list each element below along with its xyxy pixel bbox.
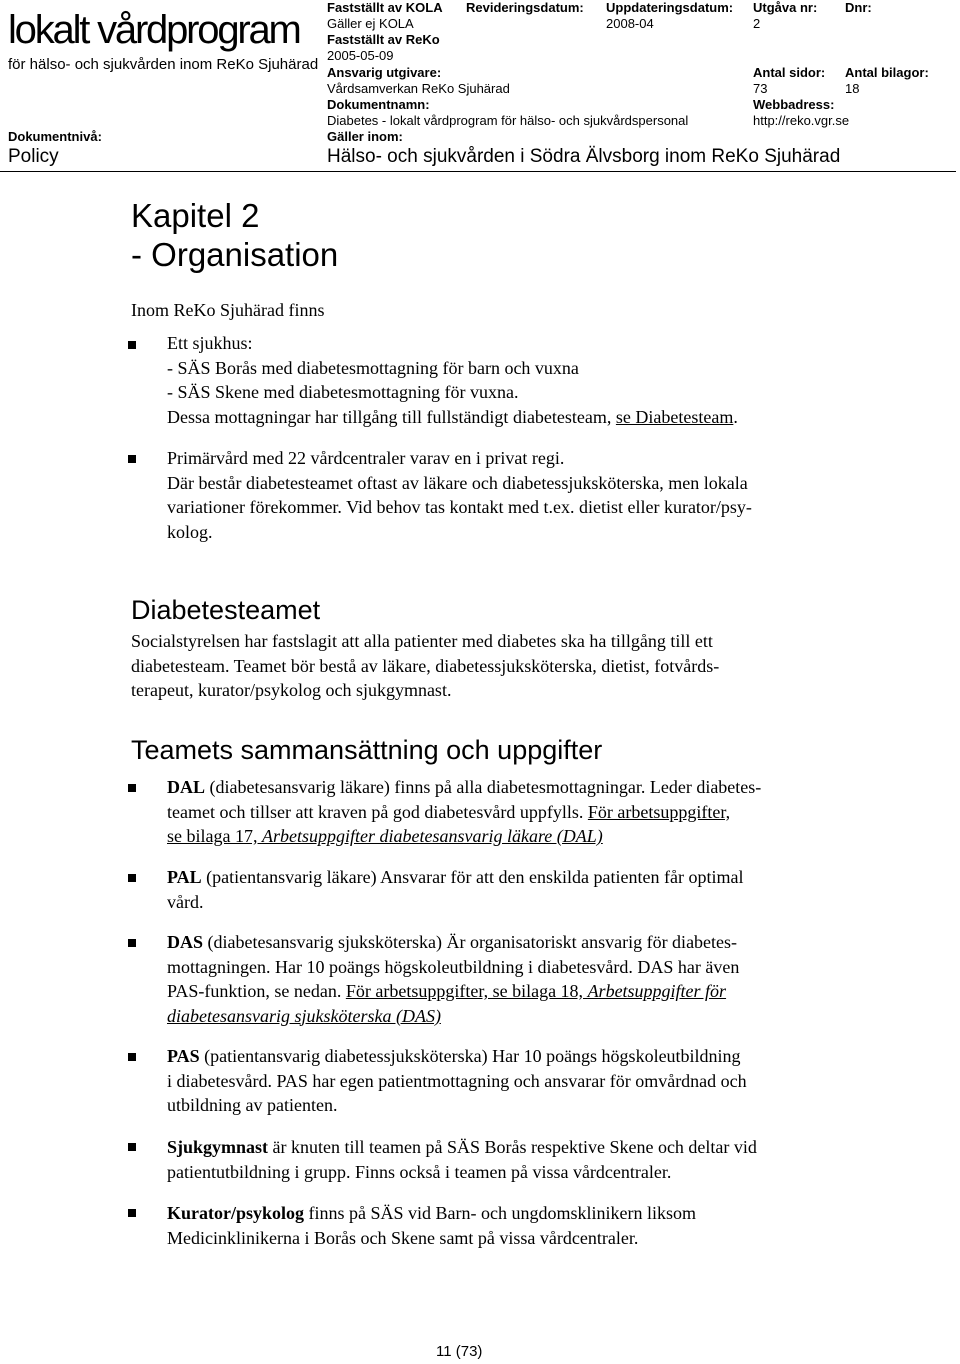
text-line: DAS (diabetesansvarig sjuksköterska) Är organisatoriskt ansvarig för diabetes- [167,932,738,952]
bullet-marker [128,874,136,882]
pages-label: Antal sidor: [753,65,826,80]
text-line: PAL (patientansvarig läkare) Ansvarar för att den enskilda patienten får optimal [167,867,744,887]
text-line: Ett sjukhus: [167,333,253,353]
text-line: Dessa mottagningar har tillgång till fullständigt diabetesteam, se Diabetesteam. [167,406,738,427]
list-item-hospital [167,331,867,429]
attachments-label: Antal bilagor: [845,65,929,80]
text-line: PAS-funktion, se nedan. För arbetsuppgifter, se bilaga 18, Arbetsuppgifter för [167,981,727,1001]
doclevel-label: Dokumentnivå: [8,129,102,144]
established-kola-label: Fastställt av KOLA [327,0,443,15]
web-address-link[interactable]: http://reko.vgr.se [753,113,850,128]
text-line: vård. [167,891,204,912]
list-item-dal [167,775,867,849]
bullet-marker [128,341,136,349]
text-line: Kurator/psykolog finns på SÄS vid Barn- och ungdomsklinikern liksom [167,1203,696,1223]
attachments-value: 18 [845,81,860,96]
team-paragraph [131,629,851,703]
list-item-physio [167,1135,867,1184]
header-divider [0,171,956,172]
text-line: Primärvård med 22 vårdcentraler varav en i privat regi. [167,448,565,468]
docname-label: Dokumentnamn: [327,97,430,112]
text-line: Där består diabetesteamet oftast av läkare och diabetessjuksköterska, men lokala [167,472,748,493]
bullet-marker [128,784,136,792]
established-reko-value: 2005-05-09 [327,48,394,63]
text-line: teamet och tillser att kraven på god diabetesvård uppfylls. För arbetsuppgifter, [167,801,731,822]
text-line: kolog. [167,521,213,542]
bullet-marker [128,455,136,463]
text-line [167,824,867,849]
list-item-counselor [167,1201,867,1250]
logo-title: lokalt vårdprogram [8,8,300,52]
publisher-value: Vårdsamverkan ReKo Sjuhärad [327,81,510,96]
docname-value: Diabetes - lokalt vårdprogram för hälso- och sjukvårdspersonal [327,113,689,128]
list-item-pas [167,1044,867,1118]
text-line [167,1004,867,1029]
chapter-title-line1: Kapitel 2 [131,197,260,234]
scope-label: Gäller inom: [327,129,403,144]
chapter-title-line2: - Organisation [131,236,339,273]
bullet-marker [128,939,136,947]
web-label: Webbadress: [753,97,835,112]
text-line: Medicinklinikerna i Borås och Skene samt på vissa vårdcentraler. [167,1227,639,1248]
chapter-intro: Inom ReKo Sjuhärad finns [131,300,325,320]
das-attachment-link-cont[interactable]: diabetesansvarig sjuksköterska (DAS) [167,1005,441,1026]
pages-value: 73 [753,81,768,96]
list-item-primary-care [167,446,867,544]
text-line: utbildning av patienten. [167,1095,338,1115]
text-line: - SÄS Skene med diabetesmottagning för vuxna. [167,382,519,402]
scope-value: Hälso- och sjukvården i Södra Älvsborg inom ReKo Sjuhärad [327,146,841,167]
text-line: patientutbildning i grupp. Finns också i teamen på vissa vårdcentraler. [167,1161,672,1182]
dal-tasks-link[interactable]: För arbetsuppgifter, [587,801,731,822]
text-line: mottagningen. Har 10 poängs högskoleutbildning i diabetesvård. DAS har även [167,956,740,977]
text-line: diabetesteam. Teamet bör bestå av läkare, diabetessjuksköterska, dietist, fotvårds- [131,655,720,676]
list-item-das [167,930,867,1028]
text-line: - SÄS Borås med diabetesmottagning för barn och vuxna [167,357,579,378]
text-line: variationer förekommer. Vid behov tas kontakt med t.ex. dietist eller kurator/psy- [167,497,752,517]
diabetesteam-link[interactable]: se Diabetesteam [615,406,734,427]
publisher-label: Ansvarig utgivare: [327,65,442,80]
edition-value: 2 [753,16,761,31]
bullet-marker [128,1143,136,1151]
das-attachment-link[interactable]: För arbetsuppgifter, se bilaga 18, Arbetsuppgifter för [345,981,727,1001]
bullet-marker [128,1209,136,1217]
page-number: 11 (73) [436,1343,483,1360]
section-heading-team: Diabetesteamet [131,595,321,625]
text-line: PAS (patientansvarig diabetessjuksköterska) Har 10 poängs högskoleutbildning [167,1046,741,1066]
section-heading-composition: Teamets sammansättning och uppgifter [131,735,603,765]
text-line: Socialstyrelsen har fastslagit att alla patienter med diabetes ska ha tillgång till ett [131,631,713,651]
doclevel-value: Policy [8,146,59,167]
bullet-marker [128,1053,136,1061]
established-reko-label: Fastställt av ReKo [327,32,440,47]
update-date-value: 2008-04 [606,16,654,31]
dal-attachment-link[interactable]: se bilaga 17, Arbetsuppgifter diabetesansvarig läkare (DAL) [167,826,603,846]
revision-date-label: Revideringsdatum: [466,0,584,15]
logo-subtitle: för hälso- och sjukvården inom ReKo Sjuhärad [8,56,319,73]
text-line: terapeut, kurator/psykolog och sjukgymnast. [131,680,452,700]
text-line: Sjukgymnast är knuten till teamen på SÄS Borås respektive Skene och deltar vid [167,1137,757,1157]
text-line: DAL (diabetesansvarig läkare) finns på alla diabetesmottagningar. Leder diabetes- [167,777,762,797]
list-item-pal [167,865,867,914]
update-date-label: Uppdateringsdatum: [606,0,734,15]
edition-label: Utgåva nr: [753,0,818,15]
text-line: i diabetesvård. PAS har egen patientmottagning och ansvarar för omvårdnad och [167,1070,747,1091]
dnr-label: Dnr: [845,0,872,15]
established-kola-value: Gäller ej KOLA [327,16,414,31]
